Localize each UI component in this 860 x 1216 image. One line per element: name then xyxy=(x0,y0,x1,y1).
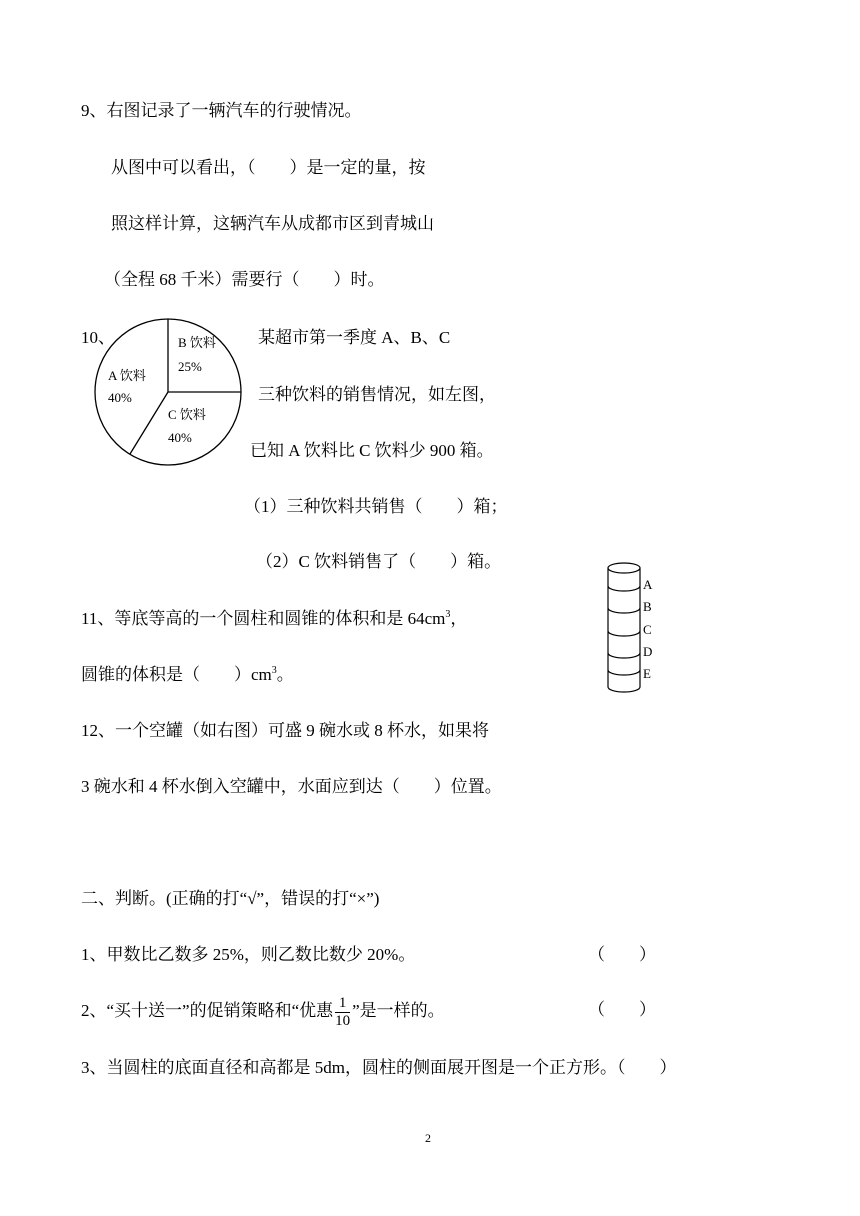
q12-line2: 3 碗水和 4 杯水倒入空罐中，水面应到达（ ）位置。 xyxy=(81,777,502,796)
can-label-d: D xyxy=(643,644,653,659)
judge-item-3 xyxy=(81,1057,676,1079)
q11-line2-text: 圆锥的体积是（ ）cm xyxy=(81,665,272,684)
slice-c-value: 40% xyxy=(168,430,192,445)
slice-a-value: 40% xyxy=(108,390,132,405)
q10-line1: 某超市第一季度 A、B、C xyxy=(258,328,451,347)
q9-line3: 照这样计算，这辆汽车从成都市区到青城山 xyxy=(111,214,434,233)
can-label-e: E xyxy=(643,666,651,681)
q10-sub1: （1）三种饮料共销售（ ）箱； xyxy=(244,497,508,516)
judge-item-1: 1、甲数比乙数多 25%，则乙数比数少 20%。 xyxy=(81,945,416,964)
judge-item-2-text: 2、“买十送一”的促销策略和“优惠 xyxy=(81,1001,334,1020)
judge-item-2-text-end: ”是一样的。 xyxy=(352,1001,445,1020)
slice-b-name: B 饮料 xyxy=(178,335,216,350)
fraction-numerator: 1 xyxy=(335,995,350,1013)
q11-line1 xyxy=(81,608,467,630)
q10-line2: 三种饮料的销售情况，如左图， xyxy=(258,385,496,404)
judge-item-2-blank: （ ） xyxy=(588,1000,656,1019)
q9-line1: 9、右图记录了一辆汽车的行驶情况。 xyxy=(81,101,362,120)
can-label-c: C xyxy=(643,622,652,637)
can-label-b: B xyxy=(643,599,652,614)
section2-heading: 二、判断。(正确的打“√”，错误的打“×”) xyxy=(81,889,380,908)
can-top-rim xyxy=(608,563,640,573)
judge-item-1-blank: （ ） xyxy=(588,945,656,964)
judge-item-3-text: 3、当圆柱的底面直径和高都是 5dm，圆柱的侧面展开图是一个正方形。 xyxy=(81,1058,617,1077)
page-number: 2 xyxy=(425,1131,431,1145)
q11-line1-text: 11、等底等高的一个圆柱和圆锥的体积和是 64cm xyxy=(81,609,446,628)
q10-number: 10、 xyxy=(81,328,115,347)
fraction-denominator: 10 xyxy=(335,1012,351,1029)
slice-a-name: A 饮料 xyxy=(108,368,146,383)
q9-line4: （全程 68 千米）需要行（ ）时。 xyxy=(104,270,385,289)
judge-item-2 xyxy=(81,993,445,1030)
q10-line3: 已知 A 饮料比 C 饮料少 900 箱。 xyxy=(250,441,494,460)
q12-line1: 12、一个空罐（如右图）可盛 9 碗水或 8 杯水，如果将 xyxy=(81,721,489,740)
q11-line2-end: 。 xyxy=(276,665,294,684)
can-diagram xyxy=(602,558,664,700)
q10-sub2: （2）C 饮料销售了（ ）箱。 xyxy=(256,552,502,571)
q11-line1-end: ， xyxy=(450,609,468,628)
q11-line2-superscript: 3 xyxy=(271,665,277,676)
slice-b-value: 25% xyxy=(178,359,202,374)
can-label-a: A xyxy=(643,577,653,592)
judge-item-3-blank: （ ） xyxy=(616,1058,677,1077)
q9-line2: 从图中可以看出，（ ）是一定的量，按 xyxy=(111,158,426,177)
pie-chart xyxy=(92,316,248,468)
q11-line1-superscript: 3 xyxy=(445,609,451,620)
slice-c-name: C 饮料 xyxy=(168,407,206,422)
fraction xyxy=(335,995,350,1030)
q11-line2 xyxy=(81,664,294,686)
